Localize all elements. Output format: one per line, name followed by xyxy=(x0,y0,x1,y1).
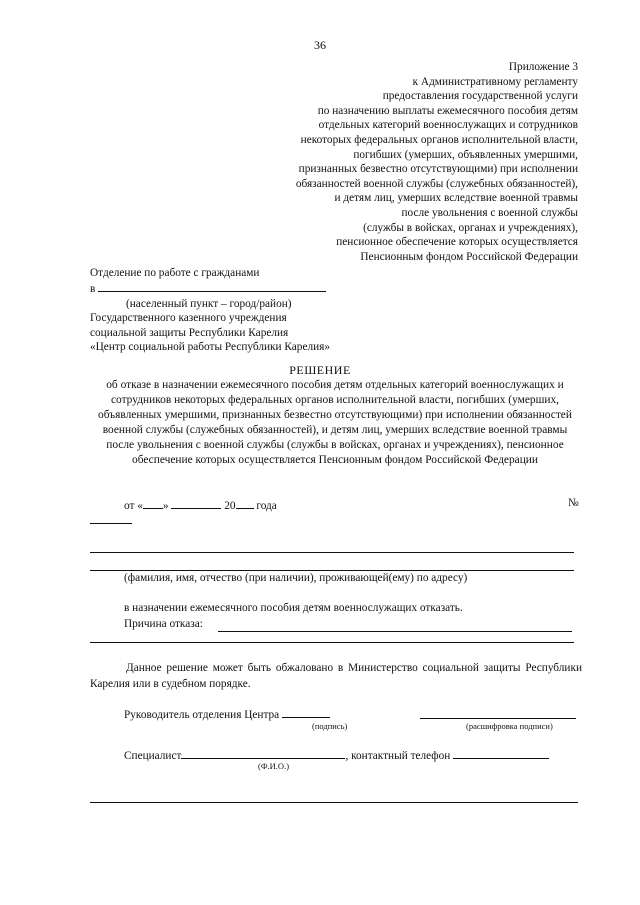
number-sign: № xyxy=(568,497,579,509)
appendix-line: обязанностей военной службы (служебных обязанностей), xyxy=(295,177,578,190)
decision-subject: об отказе в назначении ежемесячного пособия детям отдельных категорий военнослужащих и сотрудников некоторых федеральных органов исполнительной власти, погибших (умерших, объявленных умершими, признанных безвестно отсутствующими) при исполнении обязанностей военной службы (служебных обязанностей), и детям лиц, умерших вследствие военной травмы после увольнения с военной службы (службы в войсках, органах и учреждениях), пенсионное обеспечение которых осуществляется Пенсионным фондом Российской Федерации xyxy=(98,379,572,466)
head-decode-blank xyxy=(420,718,576,719)
number-blank xyxy=(90,523,132,524)
appendix-line: предоставления государственной услуги xyxy=(382,90,578,103)
applicant-line-1 xyxy=(90,552,574,553)
appendix-line: некоторых федеральных органов исполнительной власти, xyxy=(300,133,578,146)
appendix-line: к Административному регламенту xyxy=(412,75,578,88)
head-label xyxy=(124,706,330,721)
applicant-caption: (фамилия, имя, отчество (при наличии), проживающей(ему) по адресу) xyxy=(124,572,468,584)
appendix-line: признанных безвестно отсутствующими) при исполнении xyxy=(298,163,578,176)
appeal-text: Данное решение может быть обжаловано в Министерство социальной защиты Республики Карелия или в судебном порядке. xyxy=(90,662,582,690)
bottom-rule xyxy=(90,802,578,803)
org-line-3: «Центр социальной работы Республики Карелия» xyxy=(90,341,330,354)
fio-caption: (Ф.И.О.) xyxy=(258,761,290,771)
appendix-line: погибших (умерших, объявленных умершими, xyxy=(353,148,578,161)
department-block xyxy=(90,266,330,354)
appendix-line: пенсионное обеспечение которых осуществляется xyxy=(336,236,578,249)
page-number: 36 xyxy=(314,38,326,52)
specialist-blank xyxy=(181,747,345,759)
appendix-line: Пенсионным фондом Российской Федерации xyxy=(360,250,578,263)
year-suffix: года xyxy=(256,500,277,512)
decision-title: РЕШЕНИЕ xyxy=(289,363,351,377)
day-blank xyxy=(143,497,163,509)
appendix-line: и детям лиц, умерших вследствие военной травмы xyxy=(334,192,578,205)
appeal-paragraph xyxy=(90,660,582,692)
specialist-line xyxy=(124,747,549,762)
appendix-line: Приложение 3 xyxy=(508,61,578,73)
reason-line-2 xyxy=(90,642,574,643)
contact-phone-blank xyxy=(453,747,549,759)
year-prefix: 20 xyxy=(224,500,236,512)
appendix-line: по назначению выплаты ежемесячного пособия детям xyxy=(317,104,578,117)
in-prefix: в xyxy=(90,283,96,296)
refusal-text: в назначении ежемесячного пособия детям военнослужащих отказать. xyxy=(124,602,463,614)
specialist-label: Специалист xyxy=(124,750,182,762)
month-blank xyxy=(171,497,221,509)
year-blank xyxy=(236,497,254,509)
applicant-line-2 xyxy=(90,570,574,571)
department-title: Отделение по работе с гражданами xyxy=(90,267,260,279)
org-line-2: социальной защиты Республики Карелия xyxy=(90,326,289,339)
signature-caption: (подпись) xyxy=(312,721,348,731)
date-line xyxy=(124,497,277,512)
appendix-line: отдельных категорий военнослужащих и сотрудников xyxy=(318,119,578,132)
reason-blank xyxy=(218,631,572,632)
date-from: от « xyxy=(124,500,143,512)
location-blank xyxy=(98,280,326,292)
head-signature-blank xyxy=(282,706,330,718)
department-location-line xyxy=(90,280,330,296)
location-hint: (населенный пункт – город/район) xyxy=(126,297,292,310)
decode-caption: (расшифровка подписи) xyxy=(466,721,553,731)
appendix-header xyxy=(296,60,578,264)
contact-label: , контактный телефон xyxy=(345,750,451,762)
reason-label: Причина отказа: xyxy=(124,618,203,630)
org-line-1: Государственного казенного учреждения xyxy=(90,312,287,325)
date-quote-close: » xyxy=(162,500,169,512)
head-label-text: Руководитель отделения Центра xyxy=(124,709,280,721)
appendix-line: (службы в войсках, органах и учреждениях), xyxy=(363,221,578,234)
appendix-line: после увольнения с военной службы xyxy=(401,206,578,219)
